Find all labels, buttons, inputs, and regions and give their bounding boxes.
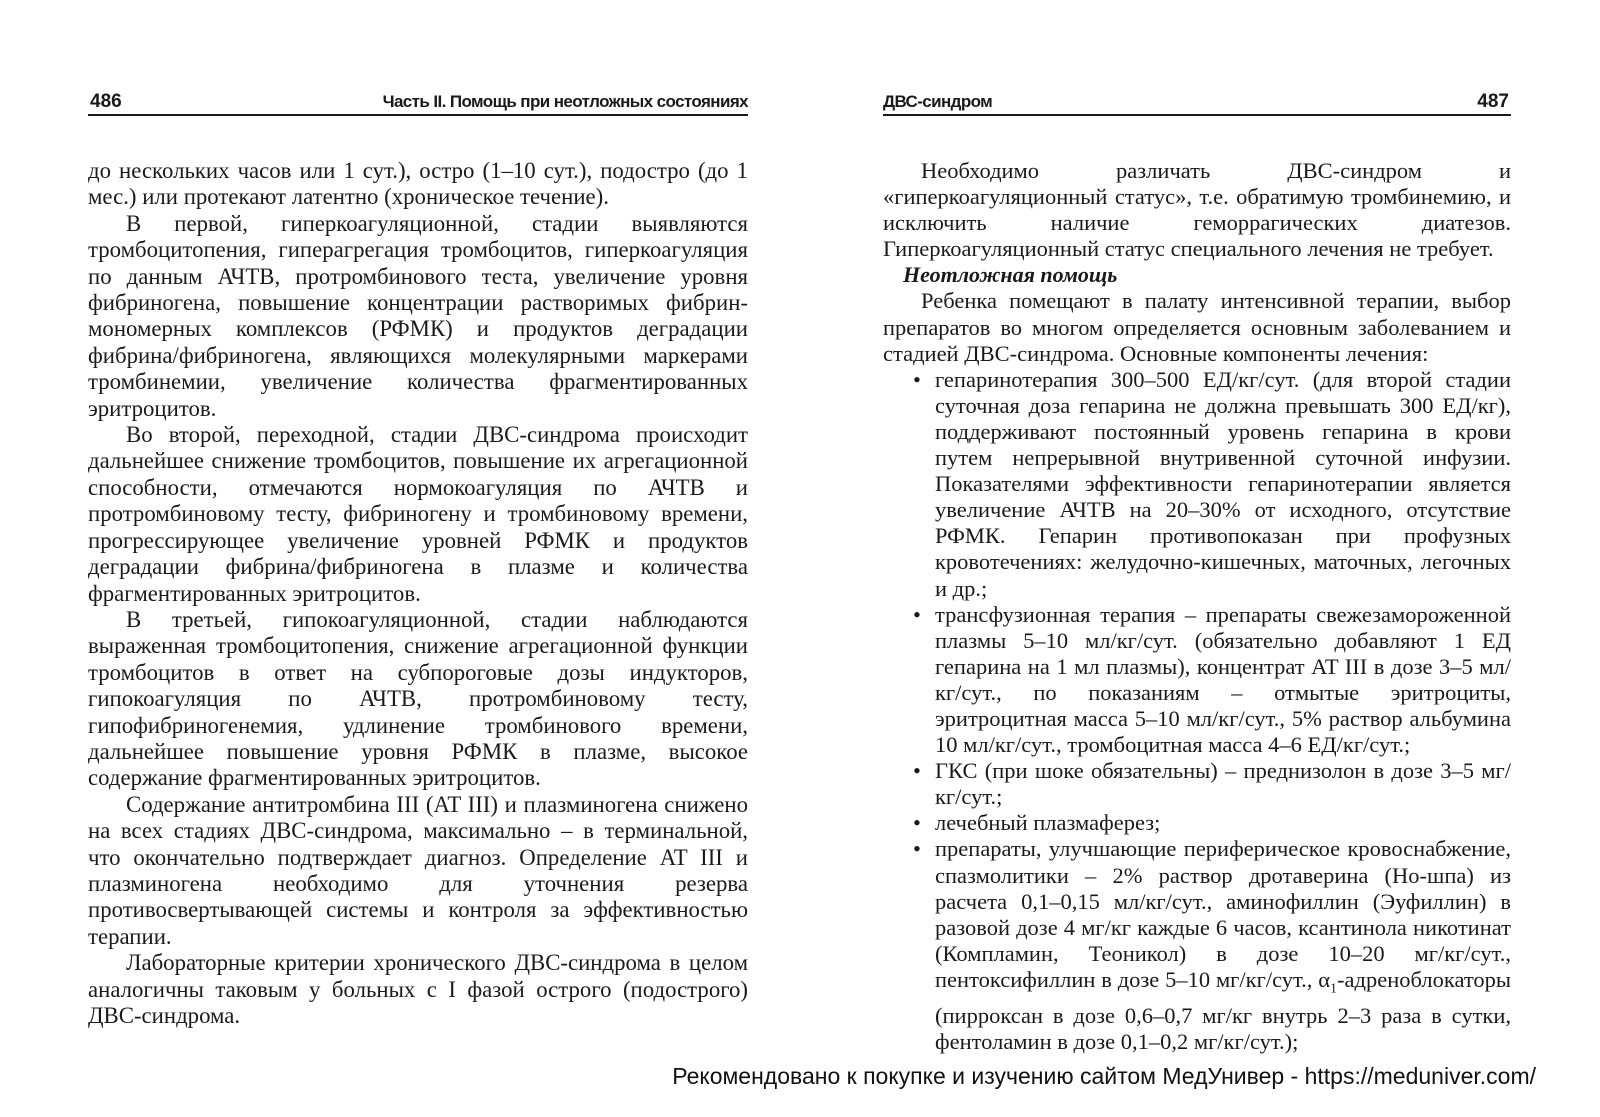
- right-page-number: 487: [1477, 91, 1509, 112]
- treatment-list: [883, 367, 1511, 1055]
- paragraph: Лабораторные критерии хронического ДВС-синдрома в целом аналогичны таковым у больных с I фазой острого (подострого) ДВС-синдрома.: [88, 950, 748, 1028]
- left-page-number: 486: [90, 91, 122, 112]
- paragraph: до нескольких часов или 1 сут.), остро (1–10 сут.), подостро (до 1 мес.) или протекают латентно (хроническое течение).: [88, 158, 748, 210]
- left-page: [88, 0, 748, 1040]
- left-page-header: [88, 90, 748, 116]
- left-page-body: [88, 158, 748, 1029]
- list-item: • трансфузионная терапия – препараты свежезамороженной плазмы 5–10 мл/кг/сут. (обязательно добавляют 1 ЕД гепарина на 1 мл плазмы), концентрат AT III в дозе 3–5 мл/кг/сут., по показаниям – отмытые эритроциты, эритроцитная масса 5–10 мл/кг/сут., 5% раствор альбумина 10 мл/кг/сут., тромбоцитная масса 4–6 ЕД/кг/сут.;: [935, 602, 1511, 759]
- intro-paragraph: Необходимо различать ДВС-синдром и «гиперкоагуляционный статус», т.е. обратимую тромбинемию, и исключить наличие геморрагических диатезов. Гиперкоагуляционный статус специального лечения не требует.: [883, 158, 1511, 262]
- paragraph: В третьей, гипокоагуляционной, стадии наблюдаются выраженная тромбоцитопения, снижение агрегационной функции тромбоцитов в ответ на субпороговые дозы индукторов, гипокоагуляция по АЧТВ, протромбиновому тесту, гипофибриногенемия, удлинение тромбинового времени, дальнейшее повышение уровня РФМК в плазме, высокое содержание фрагментированных эритроцитов.: [88, 606, 748, 791]
- list-item: • гепаринотерапия 300–500 ЕД/кг/сут. (для второй стадии суточная доза гепарина не должна превышать 300 ЕД/кг), поддерживают постоянный уровень гепарина в крови путем непрерывной внутривенной суточной инфузии. Показателями эффективности гепаринотерапии является увеличение АЧТВ на 20–30% от исходного, отсутствие РФМК. Гепарин противопоказан при профузных кровотечениях: желудочно-кишечных, маточных, легочных и др.;: [935, 367, 1511, 602]
- list-item: • ГКС (при шоке обязательны) – преднизолон в дозе 3–5 мг/кг/сут.;: [935, 758, 1511, 810]
- list-item-text: -адреноблокаторы (пирроксан в дозе 0,6–0,7 мг/кг внутрь 2–3 раза в сутки, фентоламин в дозе 0,1–0,2 мг/кг/сут.);: [935, 966, 1511, 1054]
- left-running-title: Часть II. Помощь при неотложных состояниях: [382, 92, 748, 111]
- footer-recommendation: Рекомендовано к покупке и изучению сайтом МедУнивер - https://meduniver.com/: [672, 1063, 1536, 1089]
- right-page-body: [883, 158, 1511, 1055]
- right-page-header: [883, 90, 1511, 116]
- list-item-text: препараты, улучшающие периферическое кровоснабжение, спазмолитики – 2% раствор дротаверина (Но-шпа) из расчета 0,1–0,15 мл/кг/сут., аминофиллин (Эуфиллин) в разовой дозе 4 мг/кг каждые 6 часов, ксантинола никотинат (Компламин, Теоникол) в дозе 10–20 мг/кг/сут., пентоксифиллин в дозе 5–10 мг/кг/сут., α: [935, 836, 1511, 992]
- right-running-title: ДВС-синдром: [883, 92, 993, 111]
- paragraph: Содержание антитромбина III (AT III) и плазминогена снижено на всех стадиях ДВС-синдрома, максимально – в терминальной, что окончательно подтверждает диагноз. Определение AT III и плазминогена необходимо для уточнения резерва противосвертывающей системы и контроля за эффективностью терапии.: [88, 791, 748, 949]
- section-heading: Неотложная помощь: [903, 262, 1118, 288]
- right-page: [883, 0, 1511, 1054]
- paragraph: Во второй, переходной, стадии ДВС-синдрома происходит дальнейшее снижение тромбоцитов, повышение их агрегационной способности, отмечаются нормокоагуляция по АЧТВ и протромбиновому тесту, фибриногену и тромбиновому времени, прогрессирующее увеличение уровней РФМК и продуктов деградации фибрина/фибриногена в плазме и количества фрагментированных эритроцитов.: [88, 422, 748, 606]
- paragraph: В первой, гиперкоагуляционной, стадии выявляются тромбоцитопения, гиперагрегация тромбоцитов, гиперкоагуляция по данным АЧТВ, протромбинового теста, увеличение уровня фибриногена, повышение концентрации растворимых фибрин-мономерных комплексов (РФМК) и продуктов деградации фибрина/фибриногена, являющихся молекулярными маркерами тромбинемии, увеличение количества фрагментированных эритроцитов.: [88, 210, 748, 421]
- section-paragraph: Ребенка помещают в палату интенсивной терапии, выбор препаратов во многом определяется основным заболеванием и стадией ДВС-синдрома. Основные компоненты лечения:: [883, 288, 1511, 366]
- list-item: [935, 836, 1511, 1054]
- subscript: 1: [1330, 981, 1338, 997]
- list-item: • лечебный плазмаферез;: [935, 810, 1511, 836]
